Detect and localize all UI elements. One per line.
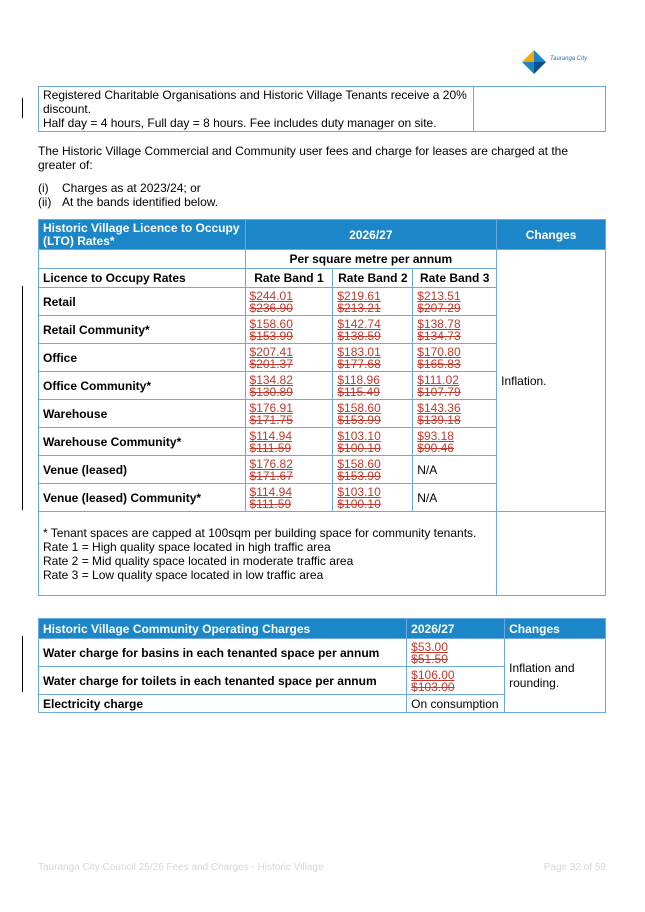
new-rate: $244.01 xyxy=(249,288,293,303)
note-line: Rate 2 = Mid quality space located in moderate traffic area xyxy=(43,554,354,568)
rate-cell xyxy=(333,400,413,428)
change-bar xyxy=(22,98,23,118)
logo-text: Tauranga City xyxy=(550,56,588,62)
rate-cell xyxy=(333,428,413,456)
criteria-text: Charges as at 2023/24; or xyxy=(62,181,201,195)
criteria-list-item xyxy=(38,195,218,209)
note-line-3: Half day = 4 hours, Full day = 8 hours. Fee includes duty manager on site. xyxy=(43,116,437,130)
lto-header-changes: Changes xyxy=(497,220,606,250)
new-rate: $219.61 xyxy=(337,288,381,303)
col-label: Rate Band 1 xyxy=(245,269,333,288)
charge-cell xyxy=(407,667,505,695)
operating-charges-table xyxy=(38,618,606,713)
row-label: Retail xyxy=(39,288,246,316)
lto-rates-table xyxy=(38,219,606,596)
rate-cell xyxy=(245,344,333,372)
old-rate: $177.68 xyxy=(337,356,381,371)
old-rate: $139.18 xyxy=(417,412,461,427)
row-label: Water charge for basins in each tenanted space per annum xyxy=(39,639,407,667)
criteria-number: (ii) xyxy=(38,195,52,209)
old-rate: $207.29 xyxy=(417,300,461,315)
note-line: * Tenant spaces are capped at 100sqm per building space for community tenants. xyxy=(43,526,477,540)
rate-cell xyxy=(413,400,497,428)
criteria-text: At the bands identified below. xyxy=(62,195,219,209)
old-rate: $51.50 xyxy=(411,651,448,666)
new-rate: $118.96 xyxy=(337,372,380,387)
new-rate: $134.82 xyxy=(249,372,293,387)
old-rate: $213.21 xyxy=(337,300,381,315)
col-label: Licence to Occupy Rates xyxy=(39,269,246,288)
new-rate: $114.94 xyxy=(249,428,293,443)
new-rate: $176.91 xyxy=(249,400,293,415)
row-label: Warehouse Community* xyxy=(39,428,246,456)
new-rate: $111.02 xyxy=(417,372,459,387)
lto-notes xyxy=(39,512,497,596)
intro-paragraph-line-1: The Historic Village Commercial and Community user fees and charge for leases are charged at the xyxy=(38,144,569,158)
old-rate: $103.00 xyxy=(411,679,455,694)
page-number: Page 32 of 59 xyxy=(543,862,606,873)
ops-header-changes: Changes xyxy=(505,619,606,639)
new-rate: $106.00 xyxy=(411,667,455,682)
rate-cell xyxy=(245,288,333,316)
rate-cell xyxy=(413,316,497,344)
new-rate: $207.41 xyxy=(249,344,293,359)
page-footer xyxy=(38,862,606,873)
old-rate: $130.89 xyxy=(249,384,293,399)
tauranga-city-logo xyxy=(520,48,610,78)
new-rate: $142.74 xyxy=(337,316,381,331)
rate-cell xyxy=(333,288,413,316)
rate-cell xyxy=(245,428,333,456)
logo-mark-icon xyxy=(520,48,548,76)
ops-header-title: Historic Village Community Operating Charges xyxy=(39,619,407,639)
old-rate: $236.90 xyxy=(249,300,293,315)
rate-cell xyxy=(413,344,497,372)
col-label: Rate Band 2 xyxy=(333,269,413,288)
row-label: Venue (leased) xyxy=(39,456,246,484)
old-rate: $201.37 xyxy=(249,356,293,371)
old-rate: $171.67 xyxy=(249,468,293,483)
new-rate: $103.10 xyxy=(337,428,381,443)
row-label: Office xyxy=(39,344,246,372)
criteria-number: (i) xyxy=(38,181,49,195)
rate-cell-na: N/A xyxy=(413,484,497,512)
change-bar xyxy=(22,636,23,692)
old-rate: $153.99 xyxy=(337,412,381,427)
footer-title: Tauranga City Council 25/26 Fees and Charges - Historic Village xyxy=(38,862,324,873)
intro-paragraph xyxy=(38,144,606,172)
row-label: Water charge for toilets in each tenanted space per annum xyxy=(39,667,407,695)
charge-cell xyxy=(407,639,505,667)
row-label: Office Community* xyxy=(39,372,246,400)
lto-header-title: Historic Village Licence to Occupy (LTO) Rates* xyxy=(39,220,246,250)
old-rate: $111.59 xyxy=(249,440,292,455)
note-line-2: discount. xyxy=(43,102,92,116)
old-rate: $100.10 xyxy=(337,440,381,455)
rate-cell xyxy=(245,316,333,344)
rate-cell xyxy=(333,316,413,344)
new-rate: $158.60 xyxy=(249,316,293,331)
old-rate: $115.49 xyxy=(337,384,380,399)
old-rate: $153.99 xyxy=(249,328,293,343)
new-rate: $158.60 xyxy=(337,400,381,415)
old-rate: $138.59 xyxy=(337,328,381,343)
old-rate: $171.75 xyxy=(249,412,293,427)
ops-changes-cell: Inflation and rounding. xyxy=(505,639,606,713)
old-rate: $90.46 xyxy=(417,440,454,455)
change-bar xyxy=(22,286,23,510)
old-rate: $107.79 xyxy=(417,384,461,399)
col-label: Rate Band 3 xyxy=(413,269,497,288)
table-row xyxy=(39,639,606,667)
new-rate: $183.01 xyxy=(337,344,381,359)
row-label: Retail Community* xyxy=(39,316,246,344)
rate-cell-na: N/A xyxy=(413,456,497,484)
new-rate: $53.00 xyxy=(411,639,448,654)
new-rate: $158.60 xyxy=(337,456,381,471)
lto-subheader: Per square metre per annum xyxy=(245,250,497,269)
note-line: Rate 1 = High quality space located in high traffic area xyxy=(43,540,331,554)
ops-header-year: 2026/27 xyxy=(407,619,505,639)
old-rate: $134.73 xyxy=(417,328,461,343)
rate-cell xyxy=(413,288,497,316)
rate-cell xyxy=(245,484,333,512)
rate-cell xyxy=(333,456,413,484)
rate-cell xyxy=(333,372,413,400)
rate-cell xyxy=(245,400,333,428)
new-rate: $170.80 xyxy=(417,344,461,359)
new-rate: $176.82 xyxy=(249,456,293,471)
row-label: Electricity charge xyxy=(39,695,407,713)
charge-cell: On consumption xyxy=(407,695,505,713)
old-rate: $165.83 xyxy=(417,356,461,371)
rate-cell xyxy=(413,428,497,456)
lto-changes-cell: Inflation. xyxy=(497,250,606,512)
row-label: Warehouse xyxy=(39,400,246,428)
new-rate: $138.78 xyxy=(417,316,461,331)
rate-cell xyxy=(413,372,497,400)
new-rate: $143.36 xyxy=(417,400,461,415)
old-rate: $111.59 xyxy=(249,496,292,511)
new-rate: $93.18 xyxy=(417,428,454,443)
criteria-list-item xyxy=(38,181,201,195)
intro-paragraph-line-2: greater of: xyxy=(38,158,93,172)
new-rate: $103.10 xyxy=(337,484,381,499)
new-rate: $213.51 xyxy=(417,288,461,303)
rate-cell xyxy=(245,372,333,400)
lto-header-year: 2026/27 xyxy=(245,220,497,250)
note-line: Rate 3 = Low quality space located in low traffic area xyxy=(43,568,324,582)
rate-cell xyxy=(333,484,413,512)
rate-cell xyxy=(245,456,333,484)
old-rate: $100.10 xyxy=(337,496,381,511)
rate-cell xyxy=(333,344,413,372)
old-rate: $153.99 xyxy=(337,468,381,483)
row-label: Venue (leased) Community* xyxy=(39,484,246,512)
note-line-1: Registered Charitable Organisations and Historic Village Tenants receive a 20% xyxy=(43,88,467,102)
new-rate: $114.94 xyxy=(249,484,293,499)
discount-note-box xyxy=(38,86,606,132)
